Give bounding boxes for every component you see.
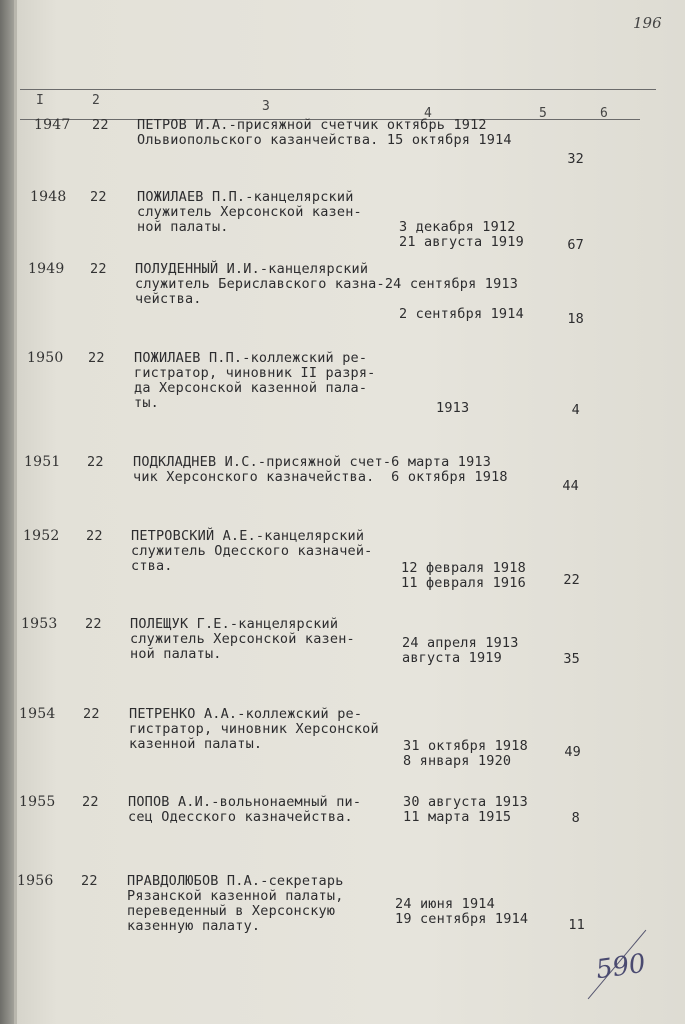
entry-date: 12 февраля 1918 [401,560,526,576]
fund-code: 22 [86,528,103,544]
entry-date: 2 сентября 1914 [399,306,524,322]
entry-number: 1954 [19,706,56,722]
entry-description-line: да Херсонской казенной пала- [134,380,368,396]
entry-number: 1950 [27,350,64,366]
handwritten-total: 590 [594,948,648,986]
sheet-count: 32 [567,151,584,167]
entry-description-line: служитель Одесского казначей- [131,543,373,559]
fund-code: 22 [85,616,102,632]
entry-date: 31 октября 1918 [403,738,528,754]
entry-date: 24 апреля 1913 [402,635,519,651]
entry-date: 11 марта 1915 [403,809,512,825]
entry-description-line: ной палаты. [130,646,222,662]
fund-code: 22 [92,117,109,133]
column-header-4: 4 [424,106,432,121]
sheet-count: 22 [563,572,580,588]
entry-description-line: ПОПОВ А.И.-вольнонаемный пи- [128,794,362,810]
sheet-count: 67 [567,237,584,253]
entry-description-line: казенной палаты. [129,736,263,752]
fund-code: 22 [90,189,107,205]
entry-description-line: служитель Бериславского казна-24 сентября 1913 [135,276,519,292]
document-page [14,0,685,1024]
entry-description-line: Рязанской казенной палаты, [127,888,344,904]
column-header-1: I [36,93,44,108]
entry-date: августа 1919 [402,650,502,666]
entry-number: 1952 [23,528,60,544]
sheet-count: 4 [571,402,580,418]
entry-date: 11 февраля 1916 [401,575,526,591]
entry-number: 1951 [24,454,61,470]
entry-description-line: чейства. [135,291,202,307]
entry-description-line: служитель Херсонской казен- [137,204,362,220]
sheet-count: 35 [563,651,580,667]
entry-description-line: гистратор, чиновник Херсонской [129,721,379,737]
entry-description-line: гистратор, чиновник II разря- [134,365,376,381]
entry-number: 1949 [28,261,65,277]
entry-description-line: Ольвиопольского казанчейства. 15 октября 1914 [137,132,512,148]
entry-description-line: сец Одесского казначейства. [128,809,353,825]
entry-number: 1947 [34,117,71,133]
entry-description-line: ПРАВДОЛЮБОВ П.А.-секретарь [127,873,344,889]
column-header-5: 5 [539,106,547,121]
fund-code: 22 [81,873,98,889]
column-header-3: 3 [262,99,270,114]
entry-description-line: чик Херсонского казначейства. 6 октября 1918 [133,469,508,485]
entry-description-line: ПЕТРОВСКИЙ А.Е.-канцелярский [131,528,365,544]
column-header-6: 6 [600,106,608,121]
entry-description-line: служитель Херсонской казен- [130,631,355,647]
entry-description-line: ПОЛЕЩУК Г.Е.-канцелярский [130,616,339,632]
entry-description-line: ты. [134,395,159,411]
entry-description-line: ПЕТРОВ И.А.-присяжной счетчик октябрь 1912 [137,117,487,133]
entry-date: 3 декабря 1912 [399,219,516,235]
entry-description-line: ПОЛУДЕННЫЙ И.И.-канцелярский [135,261,369,277]
sheet-count: 18 [567,311,584,327]
fund-code: 22 [83,706,100,722]
fund-code: 22 [87,454,104,470]
entry-description-line: ПОЖИЛАЕВ П.П.-коллежский ре- [134,350,368,366]
page-number: 196 [633,14,662,32]
fund-code: 22 [90,261,107,277]
sheet-count: 49 [564,744,581,760]
entry-date: 8 января 1920 [403,753,512,769]
entry-description-line: ПОДКЛАДНЕВ И.С.-присяжной счет-6 марта 1913 [133,454,492,470]
entry-date: 1913 [436,400,470,416]
entry-date: 24 июня 1914 [395,896,495,912]
entry-number: 1948 [30,189,67,205]
entry-description-line: ПОЖИЛАЕВ П.П.-канцелярский [137,189,354,205]
entry-number: 1953 [21,616,58,632]
entry-description-line: казенную палату. [127,918,261,934]
entry-description-line: ной палаты. [137,219,229,235]
fund-code: 22 [88,350,105,366]
sheet-count: 44 [562,478,579,494]
entry-number: 1956 [17,873,54,889]
fund-code: 22 [82,794,99,810]
entry-date: 21 августа 1919 [399,234,524,250]
entry-date: 30 августа 1913 [403,794,528,810]
column-header-2: 2 [92,93,100,108]
entry-date: 19 сентября 1914 [395,911,529,927]
entry-description-line: ства. [131,558,173,574]
entry-description-line: переведенный в Херсонскую [127,903,336,919]
sheet-count: 8 [571,810,580,826]
entry-description-line: ПЕТРЕНКО А.А.-коллежский ре- [129,706,363,722]
entry-number: 1955 [19,794,56,810]
header-rule-top [20,89,656,90]
sheet-count: 11 [568,917,585,933]
